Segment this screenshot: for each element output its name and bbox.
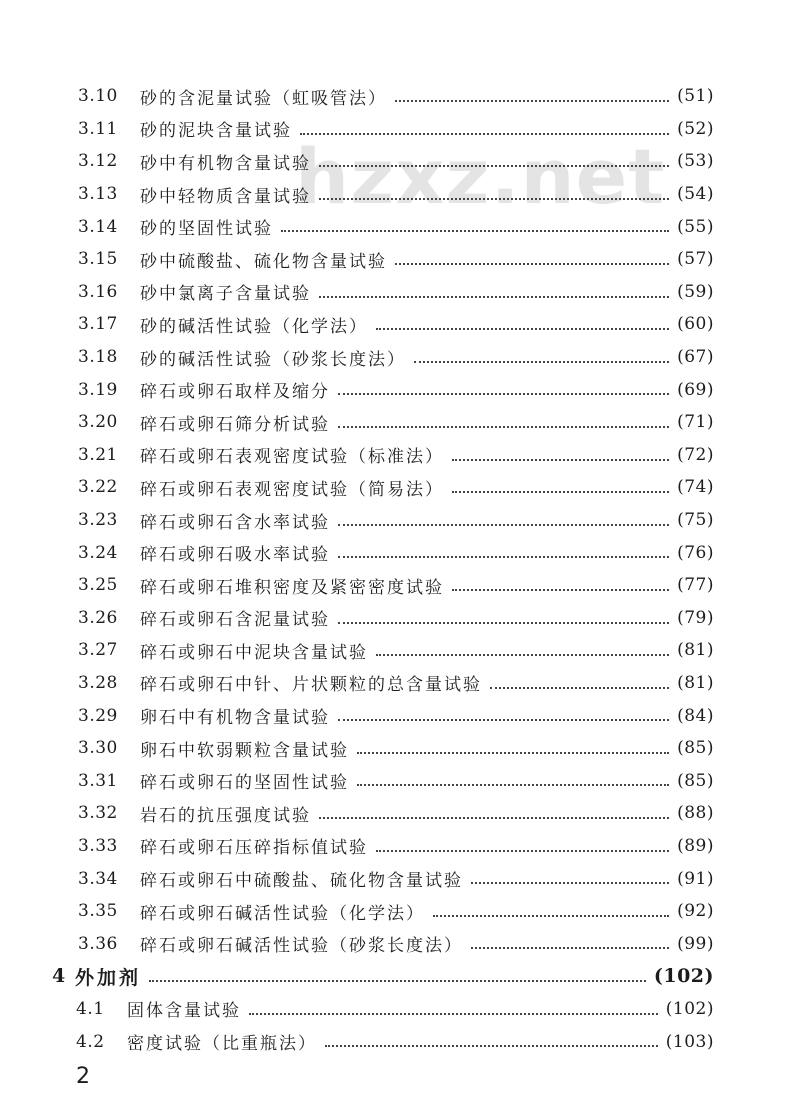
toc-section-title: 碎石或卵石取样及缩分 — [140, 382, 330, 403]
toc-section-number: 3.25 — [78, 575, 118, 596]
toc-section-title: 卵石中软弱颗粒含量试验 — [140, 740, 349, 761]
toc-row[interactable] — [0, 993, 800, 1026]
toc-row[interactable] — [0, 602, 800, 635]
toc-section-number: 3.20 — [78, 412, 118, 433]
toc-leader-dots — [319, 294, 669, 298]
toc-leader-dots — [452, 457, 669, 461]
toc-page-number: (57) — [677, 249, 714, 270]
toc-page-number: (76) — [677, 542, 714, 563]
toc-section-title: 碎石或卵石吸水率试验 — [140, 545, 330, 566]
toc-section-number: 3.28 — [78, 672, 118, 693]
toc-leader-dots — [376, 326, 669, 330]
toc-row[interactable] — [0, 1025, 800, 1058]
toc-section-title: 碎石或卵石中硫酸盐、硫化物含量试验 — [140, 871, 463, 892]
toc-leader-dots — [338, 424, 669, 428]
toc-section-number: 3.36 — [78, 933, 118, 954]
toc-leader-dots — [325, 1043, 658, 1047]
toc-section-title: 砂的碱活性试验（砂浆长度法） — [140, 349, 406, 370]
toc-page-number: (89) — [677, 835, 714, 856]
toc-section-title: 密度试验（比重瓶法） — [127, 1034, 317, 1055]
toc-row[interactable] — [0, 569, 800, 602]
toc-section-number: 3.21 — [78, 444, 118, 465]
watermark: hzxz.net — [295, 132, 666, 221]
page-number: 2 — [76, 1064, 90, 1089]
toc-page-number: (52) — [677, 118, 714, 139]
toc-page-number: (92) — [677, 901, 714, 922]
toc-section-title: 外加剂 — [75, 966, 142, 989]
toc-section-title: 碎石或卵石中针、片状颗粒的总含量试验 — [140, 675, 482, 696]
toc-row[interactable] — [0, 243, 800, 276]
toc-row[interactable] — [0, 178, 800, 211]
toc-row[interactable] — [0, 732, 800, 765]
toc-section-number: 3.23 — [78, 510, 118, 531]
toc-page-number: (75) — [677, 510, 714, 531]
toc-section-number: 3.18 — [78, 347, 118, 368]
toc-chapter-row[interactable] — [0, 960, 800, 993]
toc-section-title: 卵石中有机物含量试验 — [140, 708, 330, 729]
toc-section-number: 3.35 — [78, 901, 118, 922]
toc-section-number: 4.1 — [76, 998, 105, 1019]
toc-section-number: 3.24 — [78, 542, 118, 563]
toc-section-title: 砂中氯离子含量试验 — [140, 284, 311, 305]
toc-section-number: 3.19 — [78, 379, 118, 400]
toc-row[interactable] — [0, 895, 800, 928]
toc-section-title: 碎石或卵石含水率试验 — [140, 512, 330, 533]
toc-row[interactable] — [0, 406, 800, 439]
toc-section-number: 3.32 — [78, 803, 118, 824]
toc-section-title: 砂的含泥量试验（虹吸管法） — [140, 88, 387, 109]
toc-page-number: (91) — [677, 868, 714, 889]
toc-row[interactable] — [0, 797, 800, 830]
toc-page-number: (84) — [677, 705, 714, 726]
toc-page-number: (102) — [665, 998, 714, 1019]
toc-leader-dots — [490, 685, 669, 689]
table-of-contents — [0, 80, 800, 1058]
toc-section-title: 碎石或卵石碱活性试验（砂浆长度法） — [140, 936, 463, 957]
toc-row[interactable] — [0, 927, 800, 960]
toc-section-number: 3.22 — [78, 477, 118, 498]
toc-page-number: (60) — [677, 314, 714, 335]
toc-section-number: 3.27 — [78, 640, 118, 661]
toc-leader-dots — [319, 815, 669, 819]
toc-leader-dots — [149, 978, 646, 982]
toc-page-number: (54) — [677, 184, 714, 205]
toc-leader-dots — [395, 98, 669, 102]
toc-leader-dots — [300, 131, 669, 135]
toc-section-title: 砂中有机物含量试验 — [140, 153, 311, 174]
toc-leader-dots — [376, 848, 669, 852]
toc-leader-dots — [338, 717, 669, 721]
toc-row[interactable] — [0, 439, 800, 472]
toc-section-title: 碎石或卵石表观密度试验（标准法） — [140, 447, 444, 468]
toc-leader-dots — [338, 391, 669, 395]
toc-section-number: 3.34 — [78, 868, 118, 889]
toc-leader-dots — [452, 587, 669, 591]
toc-section-number: 4 — [52, 965, 66, 988]
toc-row[interactable] — [0, 276, 800, 309]
toc-section-title: 碎石或卵石表观密度试验（简易法） — [140, 479, 444, 500]
toc-section-title: 碎石或卵石压碎指标值试验 — [140, 838, 368, 859]
toc-leader-dots — [357, 750, 669, 754]
toc-row[interactable] — [0, 667, 800, 700]
toc-section-number: 3.11 — [78, 118, 118, 139]
toc-leader-dots — [338, 522, 669, 526]
toc-section-number: 3.13 — [78, 184, 118, 205]
toc-section-title: 砂的泥块含量试验 — [140, 121, 292, 142]
toc-page-number: (59) — [677, 281, 714, 302]
toc-row[interactable] — [0, 471, 800, 504]
toc-page-number: (99) — [677, 933, 714, 954]
toc-section-title: 碎石或卵石堆积密度及紧密密度试验 — [140, 577, 444, 598]
toc-row[interactable] — [0, 504, 800, 537]
toc-section-number: 3.10 — [78, 86, 118, 107]
toc-section-number: 3.17 — [78, 314, 118, 335]
toc-leader-dots — [452, 489, 669, 493]
toc-page-number: (102) — [653, 965, 714, 988]
toc-section-number: 3.16 — [78, 281, 118, 302]
toc-row[interactable] — [0, 341, 800, 374]
toc-section-title: 砂中硫酸盐、硫化物含量试验 — [140, 251, 387, 272]
toc-leader-dots — [357, 782, 669, 786]
toc-leader-dots — [249, 1011, 658, 1015]
toc-row[interactable] — [0, 308, 800, 341]
toc-leader-dots — [471, 945, 669, 949]
toc-page-number: (74) — [677, 477, 714, 498]
toc-section-title: 固体含量试验 — [127, 1001, 241, 1022]
toc-row[interactable] — [0, 862, 800, 895]
toc-section-title: 砂的坚固性试验 — [140, 219, 273, 240]
toc-leader-dots — [319, 196, 669, 200]
toc-row[interactable] — [0, 536, 800, 569]
toc-leader-dots — [338, 554, 669, 558]
toc-page-number: (51) — [677, 86, 714, 107]
toc-section-number: 4.2 — [76, 1031, 105, 1052]
toc-section-title: 碎石或卵石中泥块含量试验 — [140, 642, 368, 663]
toc-section-number: 3.29 — [78, 705, 118, 726]
toc-page-number: (72) — [677, 444, 714, 465]
toc-section-number: 3.15 — [78, 249, 118, 270]
toc-leader-dots — [433, 913, 669, 917]
toc-section-title: 砂中轻物质含量试验 — [140, 186, 311, 207]
toc-section-title: 碎石或卵石的坚固性试验 — [140, 773, 349, 794]
toc-section-number: 3.31 — [78, 770, 118, 791]
toc-page-number: (85) — [677, 770, 714, 791]
toc-page-number: (85) — [677, 738, 714, 759]
toc-row[interactable] — [0, 113, 800, 146]
toc-leader-dots — [414, 359, 669, 363]
toc-section-number: 3.33 — [78, 835, 118, 856]
toc-section-number: 3.26 — [78, 607, 118, 628]
toc-page-number: (103) — [665, 1031, 714, 1052]
toc-leader-dots — [471, 880, 669, 884]
toc-page-number: (71) — [677, 412, 714, 433]
toc-row[interactable] — [0, 634, 800, 667]
toc-leader-dots — [395, 261, 669, 265]
toc-row[interactable] — [0, 699, 800, 732]
toc-page-number: (77) — [677, 575, 714, 596]
toc-page-number: (69) — [677, 379, 714, 400]
toc-row[interactable] — [0, 373, 800, 406]
toc-section-number: 3.14 — [78, 216, 118, 237]
toc-section-number: 3.30 — [78, 738, 118, 759]
toc-page-number: (88) — [677, 803, 714, 824]
toc-section-title: 岩石的抗压强度试验 — [140, 805, 311, 826]
toc-page-number: (53) — [677, 151, 714, 172]
toc-row[interactable] — [0, 145, 800, 178]
toc-section-title: 碎石或卵石含泥量试验 — [140, 610, 330, 631]
toc-row[interactable] — [0, 80, 800, 113]
toc-row[interactable] — [0, 830, 800, 863]
toc-page-number: (67) — [677, 347, 714, 368]
toc-section-title: 砂的碱活性试验（化学法） — [140, 316, 368, 337]
toc-page-number: (79) — [677, 607, 714, 628]
toc-section-title: 碎石或卵石碱活性试验（化学法） — [140, 903, 425, 924]
toc-page-number: (81) — [677, 672, 714, 693]
toc-row[interactable] — [0, 210, 800, 243]
toc-leader-dots — [281, 228, 669, 232]
toc-page-number: (81) — [677, 640, 714, 661]
toc-section-title: 碎石或卵石筛分析试验 — [140, 414, 330, 435]
toc-leader-dots — [319, 163, 669, 167]
toc-leader-dots — [376, 652, 669, 656]
toc-section-number: 3.12 — [78, 151, 118, 172]
toc-row[interactable] — [0, 764, 800, 797]
toc-leader-dots — [338, 620, 669, 624]
toc-page-number: (55) — [677, 216, 714, 237]
